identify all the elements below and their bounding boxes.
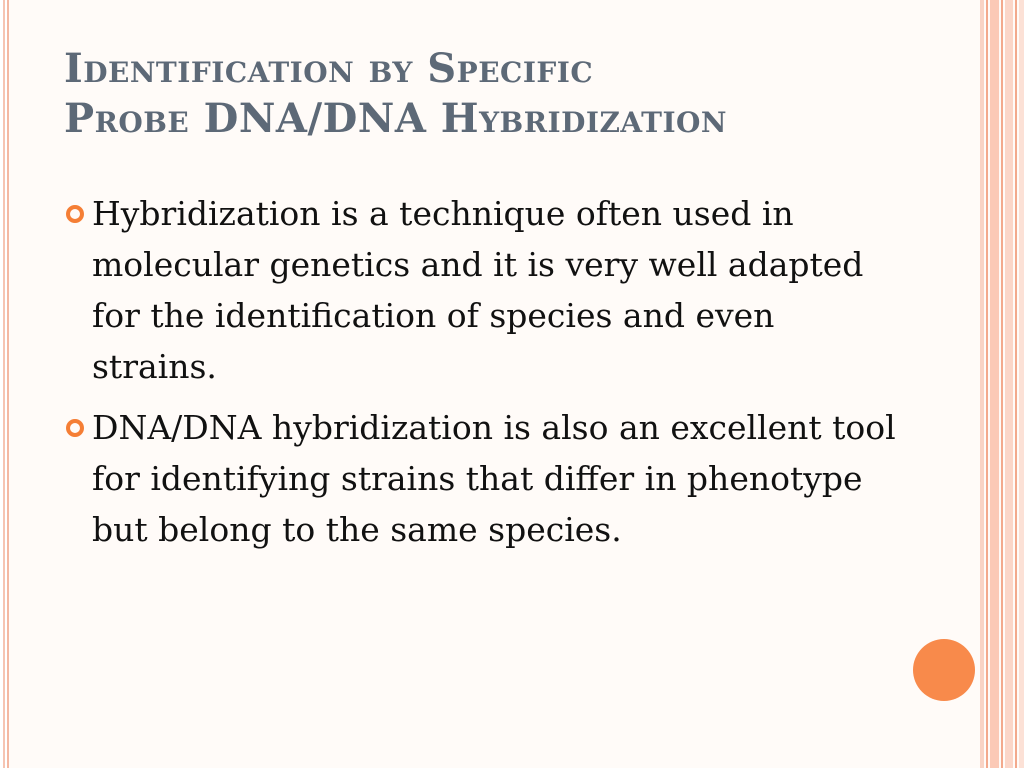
bullet-list bbox=[64, 188, 904, 565]
slide-title bbox=[64, 44, 944, 144]
left-border-decoration bbox=[0, 0, 9, 768]
slide-title-line-2: Probe DNA/DNA Hybridization bbox=[64, 95, 728, 142]
bullet-text: Hybridization is a technique often used in molecular genetics and it is very well adapted for the identification of species and even strains. bbox=[92, 194, 864, 386]
hollow-circle-bullet-icon bbox=[66, 205, 84, 223]
right-stripes-decoration bbox=[980, 0, 1024, 768]
bullet-item bbox=[64, 402, 904, 555]
bullet-text: DNA/DNA hybridization is also an excellent tool for identifying strains that differ in phenotype but belong to the same species. bbox=[92, 408, 896, 549]
slide-title-line-1: Identification by Specific bbox=[64, 45, 594, 92]
hollow-circle-bullet-icon bbox=[66, 419, 84, 437]
bullet-item bbox=[64, 188, 904, 392]
orange-circle-icon bbox=[913, 639, 975, 701]
